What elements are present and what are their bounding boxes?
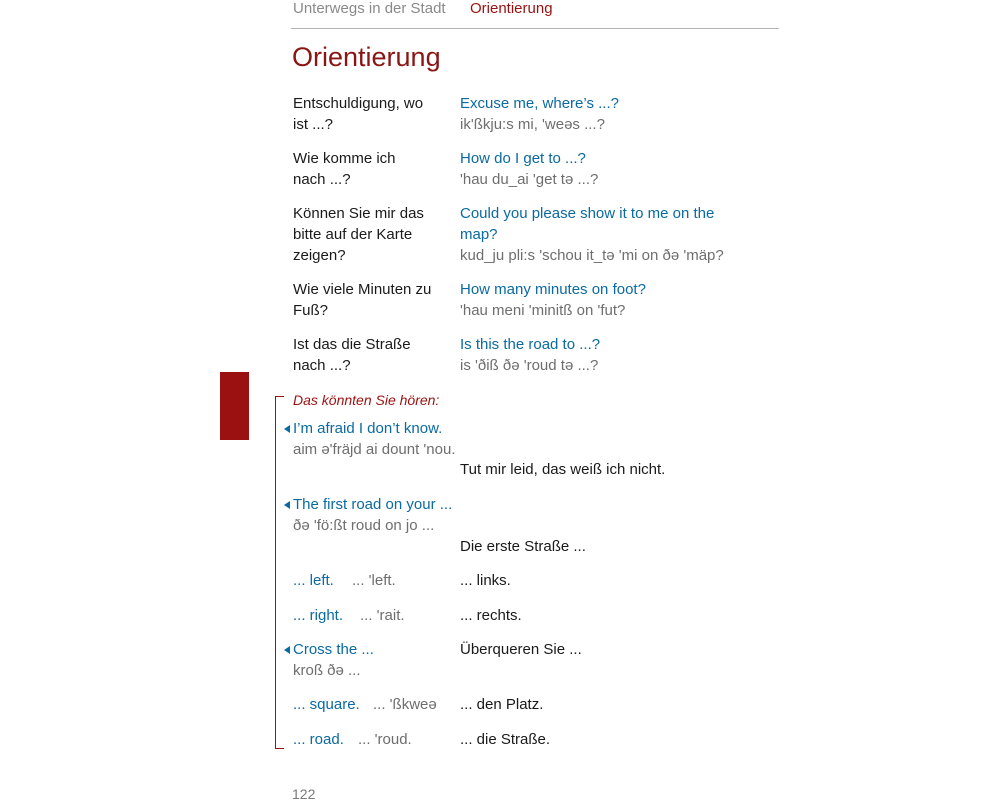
phrase-german: Können Sie mir das bitte auf der Karte zeigen? <box>293 205 424 264</box>
heard-german: ... links. <box>460 572 511 589</box>
listen-heading: Das könnten Sie hören: <box>293 392 440 408</box>
side-marker <box>220 372 249 440</box>
header-divider <box>291 28 779 29</box>
phrase-english: Is this the road to ...? <box>460 336 601 353</box>
phrase-german: Wie viele Minuten zu Fuß? <box>293 281 432 319</box>
heard-english: I’m afraid I don’t know. <box>293 420 443 437</box>
audio-marker-icon <box>284 646 290 654</box>
listen-section-bracket <box>275 396 284 749</box>
phrase-english-block <box>460 334 600 376</box>
heard-english: ... road. <box>293 731 344 748</box>
phrase-english: Could you please show it to me on the <box>460 205 715 222</box>
audio-marker-icon <box>284 501 290 509</box>
heard-german: Überqueren Sie ... <box>460 641 582 658</box>
phrase-german: Entschuldigung, wo ist ...? <box>293 95 424 133</box>
heard-phonetic: ðə 'fö:ßt roud on jo ... <box>293 517 435 534</box>
heard-english: ... left. <box>293 572 334 589</box>
heard-english: Cross the ... <box>293 641 374 658</box>
heard-english: ... square. <box>293 696 360 713</box>
heard-german: ... rechts. <box>460 607 522 624</box>
heard-phonetic: ... 'roud. <box>358 731 412 748</box>
page-title: Orientierung <box>292 42 441 72</box>
phrase-english: How do I get to ...? <box>460 150 586 167</box>
heard-phonetic: ... 'ßkweə <box>373 696 437 713</box>
running-header-section: Unterwegs in der Stadt <box>293 0 446 17</box>
phrase-phonetic: is 'ðiß ðə 'roud tə ...? <box>460 357 599 374</box>
page-number: 122 <box>292 786 316 802</box>
running-header-current: Orientierung <box>470 0 553 17</box>
heard-english: ... right. <box>293 607 344 624</box>
heard-phonetic: ... 'left. <box>352 572 396 589</box>
heard-english: The first road on your ... <box>293 496 453 513</box>
heard-phonetic: aim ə'fräjd ai dount 'nou. <box>293 441 456 458</box>
phrase-english-block <box>460 93 619 135</box>
phrase-english-block <box>460 148 598 190</box>
phrase-english-block <box>460 279 646 321</box>
phrase-phonetic: ik'ßkju:s mi, 'weəs ...? <box>460 116 605 133</box>
phrase-phonetic: 'hau meni 'minitß on 'fut? <box>460 302 626 319</box>
heard-german: ... die Straße. <box>460 731 551 748</box>
phrase-english: How many minutes on foot? <box>460 281 646 298</box>
phrase-german: Ist das die Straße nach ...? <box>293 336 411 374</box>
phrase-german: Wie komme ich nach ...? <box>293 150 396 188</box>
heard-german: Die erste Straße ... <box>460 538 586 555</box>
phrase-english: map? <box>460 226 498 243</box>
phrase-english: Excuse me, where’s ...? <box>460 95 619 112</box>
phrase-phonetic: kud_ju pli:s 'schou it_tə 'mi on ðə 'mäp? <box>460 247 724 264</box>
heard-phonetic: kroß ðə ... <box>293 662 361 679</box>
heard-german: Tut mir leid, das weiß ich nicht. <box>460 461 666 478</box>
audio-marker-icon <box>284 425 290 433</box>
phrase-phonetic: 'hau du_ai 'get tə ...? <box>460 171 599 188</box>
heard-german: ... den Platz. <box>460 696 544 713</box>
phrase-english-block <box>460 203 724 266</box>
heard-phonetic: ... 'rait. <box>360 607 405 624</box>
